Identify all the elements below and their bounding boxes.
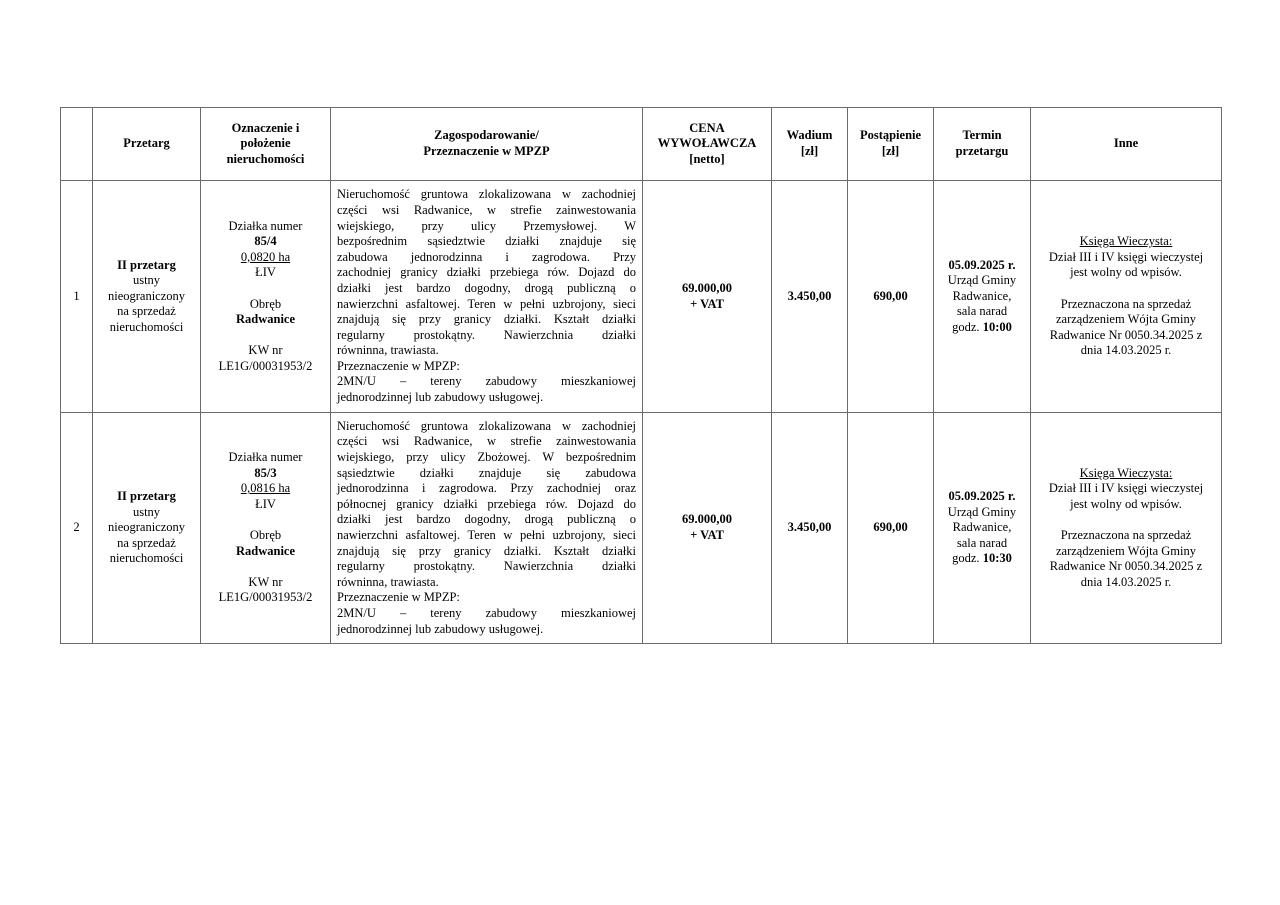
sprzedaz-text: zarządzeniem Wójta Gminy (1056, 312, 1196, 327)
termin-place: Urząd Gminy (947, 504, 1017, 519)
kw-text: jest wolny od wpisów. (1070, 265, 1182, 280)
kw-number: LE1G/00031953/2 (218, 358, 313, 373)
header-oznaczenie-line: nieruchomości (226, 151, 305, 166)
header-postapienie-line: Postąpienie (859, 128, 922, 143)
opis-line: nawierzchni asfaltowej. Teren w pełni uzbrojony, sieci (337, 296, 636, 311)
opis-line: wiejskiego, przy ulicy Zbożowej. W bezpośrednim (337, 450, 636, 465)
opis-line: zabudowa jednorodzinna i zagrodowa. Przy (337, 249, 636, 264)
przetarg-type: II przetarg (117, 257, 176, 272)
kw-title: Księga Wieczysta: (1079, 234, 1173, 249)
opis-line: Nieruchomość gruntowa zlokalizowana w zachodniej (337, 187, 636, 202)
cell-opis (331, 181, 643, 413)
opis-line: wiejskiego, przy ulicy Przemysłowej. W (337, 218, 636, 233)
kw-label: KW nr (248, 343, 283, 358)
przetarg-line: nieograniczony (107, 288, 186, 303)
kw-number: LE1G/00031953/2 (218, 590, 313, 605)
opis-line: nawierzchni asfaltowej. Teren w pełni uzbrojony, sieci (337, 528, 636, 542)
kw-label: KW nr (248, 574, 283, 589)
cena-value: 69.000,00 (682, 512, 732, 527)
cell-inne (1031, 181, 1222, 413)
termin-godz-label: godz. (952, 319, 980, 334)
cell-opis (331, 413, 643, 644)
mpzp-label: Przeznaczenie w MPZP: (337, 358, 460, 373)
sprzedaz-text: Radwanice Nr 0050.34.2025 z (1049, 559, 1203, 574)
opis-line: jednorodzinna i zagrodowa. Przy zachodniej oraz (337, 481, 636, 496)
header-oznaczenie-line: Oznaczenie i (231, 120, 300, 135)
opis-line: zachodniej granicy działki przebiega rów. Dojazd do (337, 265, 636, 280)
opis-line: północnej granicy działki przebiega rów. Dojazd do (337, 496, 636, 511)
termin-place: Urząd Gminy (947, 273, 1017, 288)
cell-lp: 1 (61, 181, 93, 413)
termin-date: 05.09.2025 r. (948, 257, 1016, 272)
header-termin (934, 108, 1031, 181)
cell-przetarg (93, 413, 201, 644)
termin-place: Radwanice, (952, 288, 1012, 303)
mpzp-line: jednorodzinnej lub zabudowy usługowej. (337, 621, 544, 636)
obreb-name: Radwanice (235, 543, 296, 558)
mpzp-line: jednorodzinnej lub zabudowy usługowej. (337, 390, 544, 405)
termin-place: sala narad (956, 535, 1008, 550)
obreb-label: Obręb (249, 296, 282, 311)
obreb-label: Obręb (249, 528, 282, 542)
sprzedaz-text: Przeznaczona na sprzedaż (1060, 528, 1192, 542)
opis-line: bezpośrednim sąsiedztwie działki znajduje się (337, 234, 636, 249)
header-wadium-line: Wadium (786, 128, 833, 143)
header-oznaczenie-line: położenie (240, 136, 291, 151)
cell-przetarg (93, 181, 201, 413)
cena-vat: + VAT (690, 528, 724, 542)
termin-godz-label: godz. (952, 551, 980, 566)
cell-cena (643, 181, 772, 413)
table-row (61, 181, 1222, 413)
header-postapienie-line: [zł] (881, 144, 900, 158)
opis-line: sąsiedztwie działki znajduje się zabudowa (337, 465, 636, 480)
opis-line: części wsi Radwanice, w strefie zainwestowania (337, 202, 636, 217)
dzialka-numer: 85/4 (254, 234, 277, 249)
termin-place: sala narad (956, 304, 1008, 319)
sprzedaz-text: dnia 14.03.2025 r. (1080, 574, 1172, 589)
cell-termin (934, 181, 1031, 413)
cell-inne (1031, 413, 1222, 644)
sprzedaz-text: Radwanice Nr 0050.34.2025 z (1049, 327, 1203, 342)
dzialka-klasa: ŁIV (255, 496, 276, 511)
opis-line: działki jest bardzo dogodny, drogą publiczną o (337, 512, 636, 527)
opis-line: równinna, trawiasta. (337, 343, 439, 358)
przetarg-line: ustny (132, 273, 161, 288)
header-zagospodarowanie (331, 108, 643, 181)
opis-line: równinna, trawiasta. (337, 574, 439, 589)
header-inne: Inne (1031, 108, 1222, 181)
cena-value: 69.000,00 (682, 280, 732, 295)
sprzedaz-text: zarządzeniem Wójta Gminy (1056, 543, 1196, 558)
sprzedaz-text: dnia 14.03.2025 r. (1080, 343, 1172, 358)
header-cena-line: [netto] (689, 151, 725, 166)
przetarg-type: II przetarg (117, 489, 176, 504)
cell-cena (643, 413, 772, 644)
przetarg-line: na sprzedaż (117, 304, 176, 319)
kw-text: Dział III i IV księgi wieczystej (1048, 249, 1204, 264)
auction-table (60, 107, 1222, 644)
header-zagospodarowanie-line: Przeznaczenie w MPZP (423, 144, 550, 158)
sprzedaz-text: Przeznaczona na sprzedaż (1060, 296, 1192, 311)
termin-godz: 10:30 (982, 551, 1012, 566)
cell-oznaczenie (201, 181, 331, 413)
dzialka-numer: 85/3 (254, 465, 277, 480)
header-cena-line: WYWOŁAWCZA (657, 136, 757, 151)
kw-text: Dział III i IV księgi wieczystej (1048, 481, 1204, 496)
przetarg-line: nieruchomości (109, 551, 184, 566)
header-cena-line: CENA (689, 120, 725, 135)
mpzp-label: Przeznaczenie w MPZP: (337, 590, 460, 605)
header-postapienie (848, 108, 934, 181)
przetarg-line: ustny (132, 504, 161, 519)
termin-place: Radwanice, (952, 520, 1012, 535)
header-termin-line: przetargu (955, 144, 1009, 158)
przetarg-line: nieruchomości (109, 319, 184, 334)
opis-line: Nieruchomość gruntowa zlokalizowana w zachodniej (337, 418, 636, 433)
header-wadium-line: [zł] (800, 144, 819, 158)
cena-vat: + VAT (690, 296, 724, 311)
dzialka-klasa: ŁIV (255, 265, 276, 280)
cell-oznaczenie (201, 413, 331, 644)
cell-termin (934, 413, 1031, 644)
header-row (61, 108, 1222, 181)
opis-line: części wsi Radwanice, w strefie zainwestowania (337, 434, 636, 449)
header-termin-line: Termin (962, 128, 1002, 143)
header-wadium (772, 108, 848, 181)
opis-line: znajdują się przy granicy działki. Kształt działki (337, 312, 636, 327)
dzialka-area: 0,0820 ha (240, 249, 291, 264)
termin-date: 05.09.2025 r. (948, 489, 1016, 504)
przetarg-line: nieograniczony (107, 520, 186, 535)
mpzp-line: 2MN/U – tereny zabudowy mieszkaniowej (337, 605, 636, 620)
dzialka-label: Działka numer (228, 450, 303, 465)
obreb-name: Radwanice (235, 312, 296, 327)
opis-line: znajdują się przy granicy działki. Kształt działki (337, 543, 636, 558)
cell-wadium: 3.450,00 (772, 181, 848, 413)
header-przetarg: Przetarg (93, 108, 201, 181)
cell-wadium: 3.450,00 (772, 413, 848, 644)
dzialka-area: 0,0816 ha (240, 481, 291, 496)
header-oznaczenie (201, 108, 331, 181)
cell-lp: 2 (61, 413, 93, 644)
opis-line: regularny prostokątny. Nawierzchnia działki (337, 559, 636, 574)
header-lp (61, 108, 93, 181)
opis-line: działki jest bardzo dogodny, drogą publiczną o (337, 280, 636, 295)
kw-title: Księga Wieczysta: (1079, 465, 1173, 480)
cell-postapienie: 690,00 (848, 413, 934, 644)
table-row (61, 413, 1222, 644)
dzialka-label: Działka numer (228, 218, 303, 233)
opis-line: regularny prostokątny. Nawierzchnia działki (337, 327, 636, 342)
header-cena (643, 108, 772, 181)
przetarg-line: na sprzedaż (117, 535, 176, 550)
termin-godz: 10:00 (982, 319, 1012, 334)
cell-postapienie: 690,00 (848, 181, 934, 413)
header-zagospodarowanie-line: Zagospodarowanie/ (434, 128, 539, 143)
mpzp-line: 2MN/U – tereny zabudowy mieszkaniowej (337, 374, 636, 389)
kw-text: jest wolny od wpisów. (1070, 496, 1182, 511)
